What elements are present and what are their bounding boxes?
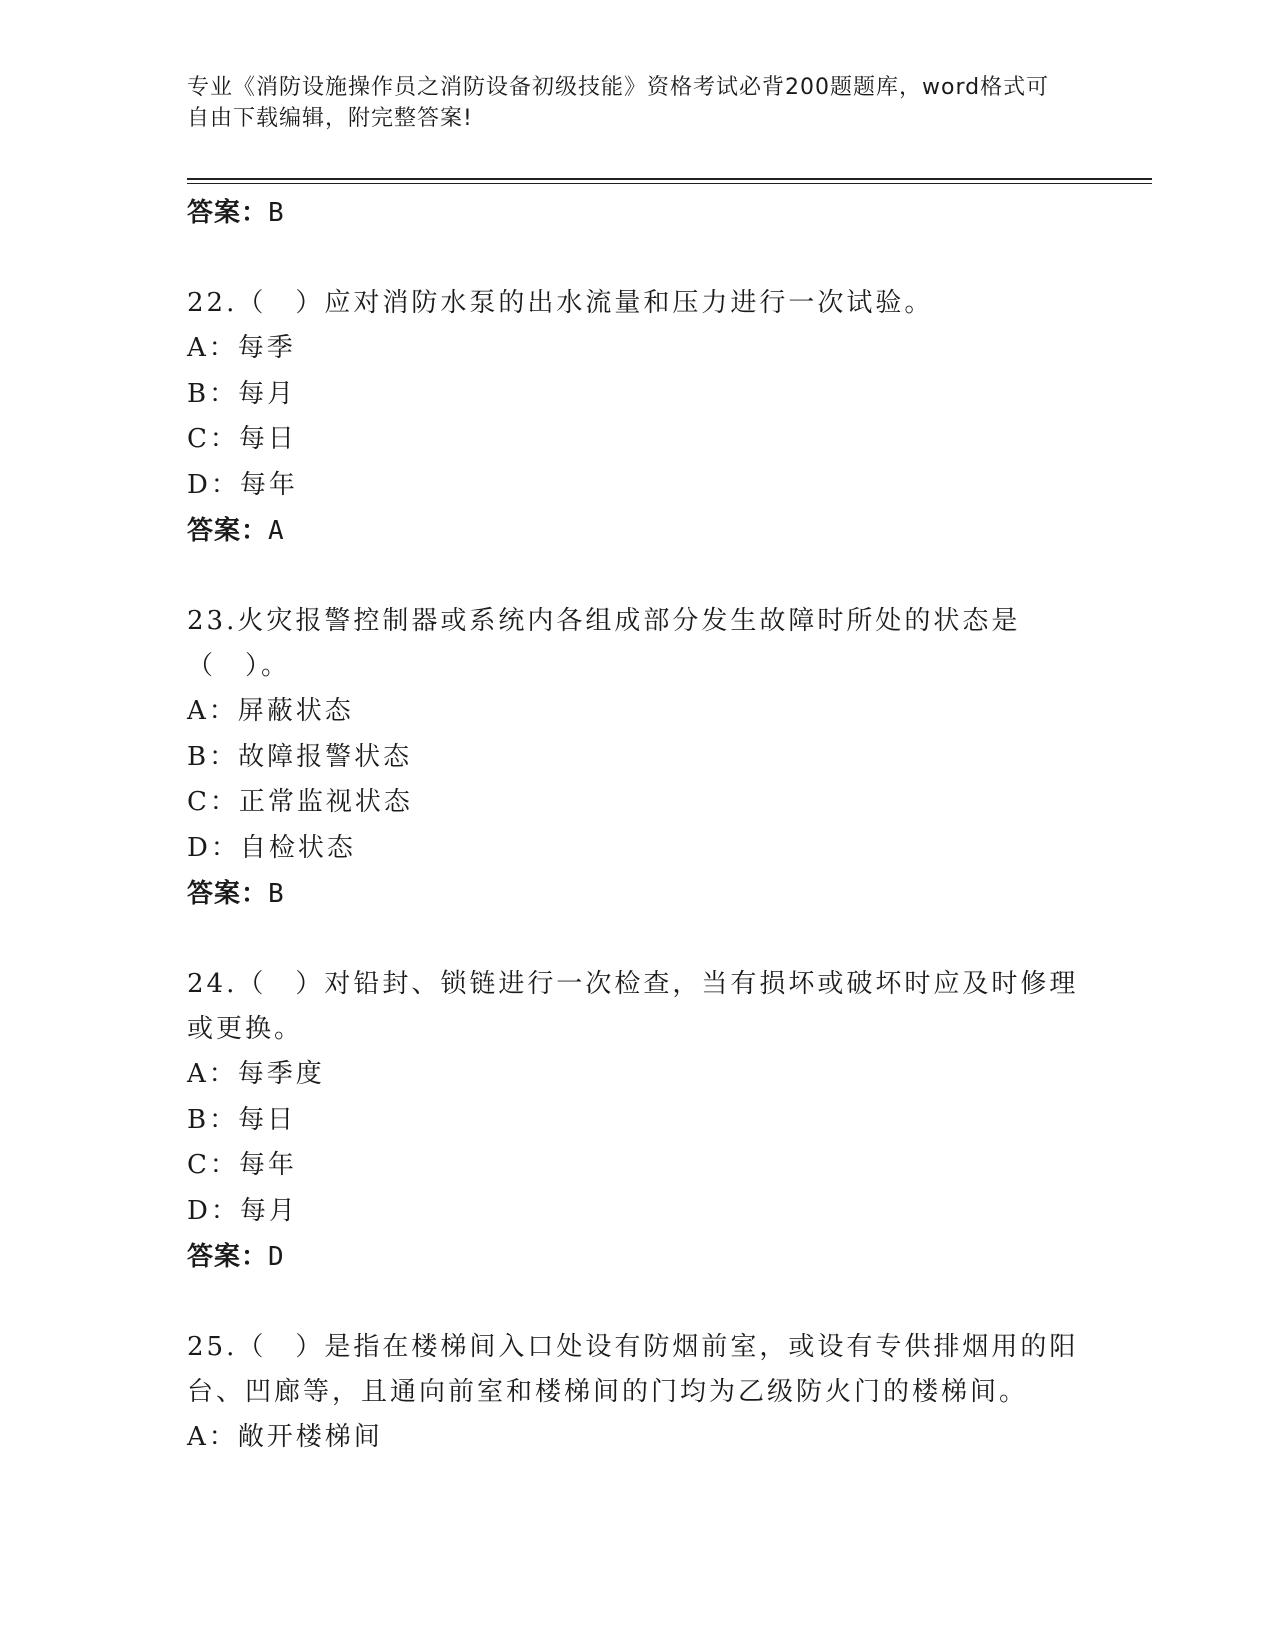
answer-line [187, 871, 1087, 917]
option-item: A：每季 [187, 333, 296, 363]
spacer [187, 554, 1087, 599]
spacer [187, 917, 1087, 962]
option-item: C：正常监视状态 [187, 787, 413, 817]
option-item: A：敞开楼梯间 [187, 1422, 383, 1452]
question-block [187, 962, 1087, 1280]
question-block [187, 599, 1087, 917]
option-item: A：每季度 [187, 1059, 325, 1089]
answer-label: 答案： [187, 198, 269, 228]
spacer [187, 236, 1087, 281]
option-item: B：故障报警状态 [187, 741, 413, 772]
answer-label: 答案： [187, 1242, 269, 1272]
question-text: 22.（ ）应对消防水泵的出水流量和压力进行一次试验。 [187, 288, 934, 318]
answer-label: 答案： [187, 516, 269, 546]
question-block [187, 1325, 1087, 1461]
option-item: D：每月 [187, 1195, 298, 1226]
previous-answer [187, 190, 1087, 236]
answer-line [187, 1234, 1087, 1280]
option-item: D：每年 [187, 469, 298, 500]
answer-value: D [268, 1242, 285, 1272]
question-text: 24.（ ）对铅封、锁链进行一次检查，当有损坏或破坏时应及时修理或更换。 [187, 969, 1079, 1044]
header-divider [187, 178, 1152, 184]
option-item: C：每日 [187, 424, 297, 454]
answer-value: B [268, 198, 285, 228]
spacer [187, 1280, 1087, 1325]
answer-value: A [268, 516, 285, 546]
option-item: B：每日 [187, 1104, 297, 1135]
answer-label: 答案： [187, 879, 269, 909]
question-list [187, 190, 1087, 1461]
option-item: C：每年 [187, 1150, 297, 1180]
question-text: 23.火灾报警控制器或系统内各组成部分发生故障时所处的状态是（ ）。 [187, 606, 1021, 681]
question-text: 25.（ ）是指在楼梯间入口处设有防烟前室，或设有专供排烟用的阳台、凹廊等，且通向前室和楼梯间的门均为乙级防火门的楼梯间。 [187, 1332, 1079, 1407]
answer-line [187, 508, 1087, 554]
option-item: B：每月 [187, 378, 297, 409]
page-header: 专业《消防设施操作员之消防设备初级技能》资格考试必背200题题库，word格式可自由下载编辑，附完整答案! [187, 75, 1050, 131]
option-item: A：屏蔽状态 [187, 696, 354, 726]
option-item: D：自检状态 [187, 832, 356, 863]
answer-value: B [268, 879, 285, 909]
question-block [187, 281, 1087, 554]
